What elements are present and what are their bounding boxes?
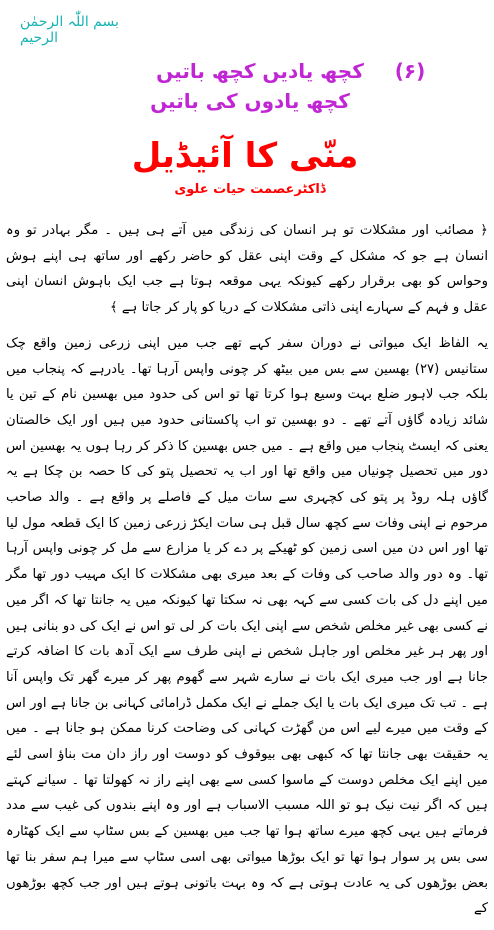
series-number: (۶) — [394, 59, 426, 83]
bismillah-heading: بسم اللّٰہ الرحمٰن الرحیم — [20, 14, 119, 46]
page-title: منّی کا آئیڈیل — [131, 136, 359, 176]
series-title: کچھ یادیں کچھ باتیں — [156, 59, 364, 83]
main-paragraph: یہ الفاظ ایک میواتی نے دوران سفر کہے تھے جب میں اپنی زرعی زمین واقع چک ستانیس (۲۷) بھسین سے بس میں بیٹھ کر چونی واپس آرہا تھا۔ یادرہے کہ پنجاب میں بلکہ جب لاہور ضلع بہت وسیع ہوا کرتا تھا تو اس کی حدود میں بھسین نام کے تین یا شائد زیادہ گاؤں آتے تھے ۔ دو بھسین تو اب پاکستانی حدود میں ہیں اور ایک خالصتان یعنی کہ ایسٹ پنجاب میں واقع ہے ۔ میں جس بھسین کا ذکر کر رہا ہوں یہ بھسین اس دور میں تحصیل چونیاں میں واقع تھا اور اب یہ تحصیل پتو کی کا حصہ بن چکا ہے یہ گاؤں ہلہ روڈ پر پتو کی کچہری سے سات میل کے فاصلے پر واقع ہے ۔ والد صاحب مرحوم نے اپنی وفات سے کچھ سال قبل ہی سات ایکڑ زرعی زمین کا ایک قطعہ مول لیا تھا اور اس دن میں اسی زمین کو ٹھیکے پر دے کر یا مزارع سے مل کر چونی واپس آرہا تھا۔ وہ دور والد صاحب کی وفات کے بعد میری بھی مشکلات کا ایک مہیب دور تھا مگر میں اپنے دل کی بات کسی سے کہہ بھی نہ سکتا تھا کیونکہ میں یہ جانتا تھا کہ اگر میں نے کسی بھی غیر مخلص شخص سے اپنی ایک بات کر لی تو اس نے ایک کی دو بنانی ہیں اور پھر ہر غیر مخلص اور جاہل شخص نے اپنی طرف سے ایک آدھ بات کا اضافہ کرتے جانا ہے اور جب میری ایک بات نے سارے شہر سے گھوم پھر کر میرے گھر تک واپس آنا ہے ۔ تب تک میری ایک بات یا ایک جملے نے ایک مکمل ڈرامائی کہانی بن جانا ہے اور اس کے وقت میں میرے لیے اس من گھڑت کہانی کی وضاحت کرنا ممکن ہو جانا ہے ۔ میں یہ حقیقت بھی جانتا تھا کہ کبھی بھی بیوقوف کو دوست اور راز دان مت بناؤ اسی لئے میں اپنے ایک مخلص دوست کے ماسوا کسی سے بھی اپنے راز نہ کھولتا تھا ۔ سیانے کہتے ہیں کہ اگر نیت نیک ہو تو اللہ مسبب الاسباب ہے اور وہ اپنے بندوں کی غیب سے مدد فرماتے ہیں یہی کچھ میرے ساتھ ہوا تھا جب میں بھسین کے بس سٹاپ سے ایک کھٹارہ سی بس پر سوار ہوا تھا تو ایک بوڑھا میواتی بھی اسی سٹاپ سے میرا ہم سفر بنا تھا بعض بوڑھوں کی یہ عادت ہوتی ہے کہ وہ بہت باتونی ہوتے ہیں اور جب کچھ بوڑھوں کے — [6, 335, 488, 917]
article-body — [6, 218, 488, 930]
subtitle: کچھ یادوں کی باتیں — [150, 89, 350, 113]
intro-quote-paragraph: ﴿ مصائب اور مشکلات تو ہر انسان کی زندگی میں آتے ہی ہیں ۔ مگر بہادر تو وہ انسان ہے جو کہ مشکل کے وقت اپنی عقل کو حاضر رکھے اور ساتھ ہی اپنے ہوش وحواس کو بھی برقرار رکھے کیونکہ یہی موقعہ ہوتا ہے جب ایک باہوش انسان اپنی عقل و فہم کے سہارے اپنی ذاتی مشکلات کے دریا کو پار کر جاتا ہے ﴾ — [6, 223, 488, 316]
author-name: ڈاکٹرعصمت حیات علوی — [174, 182, 326, 197]
